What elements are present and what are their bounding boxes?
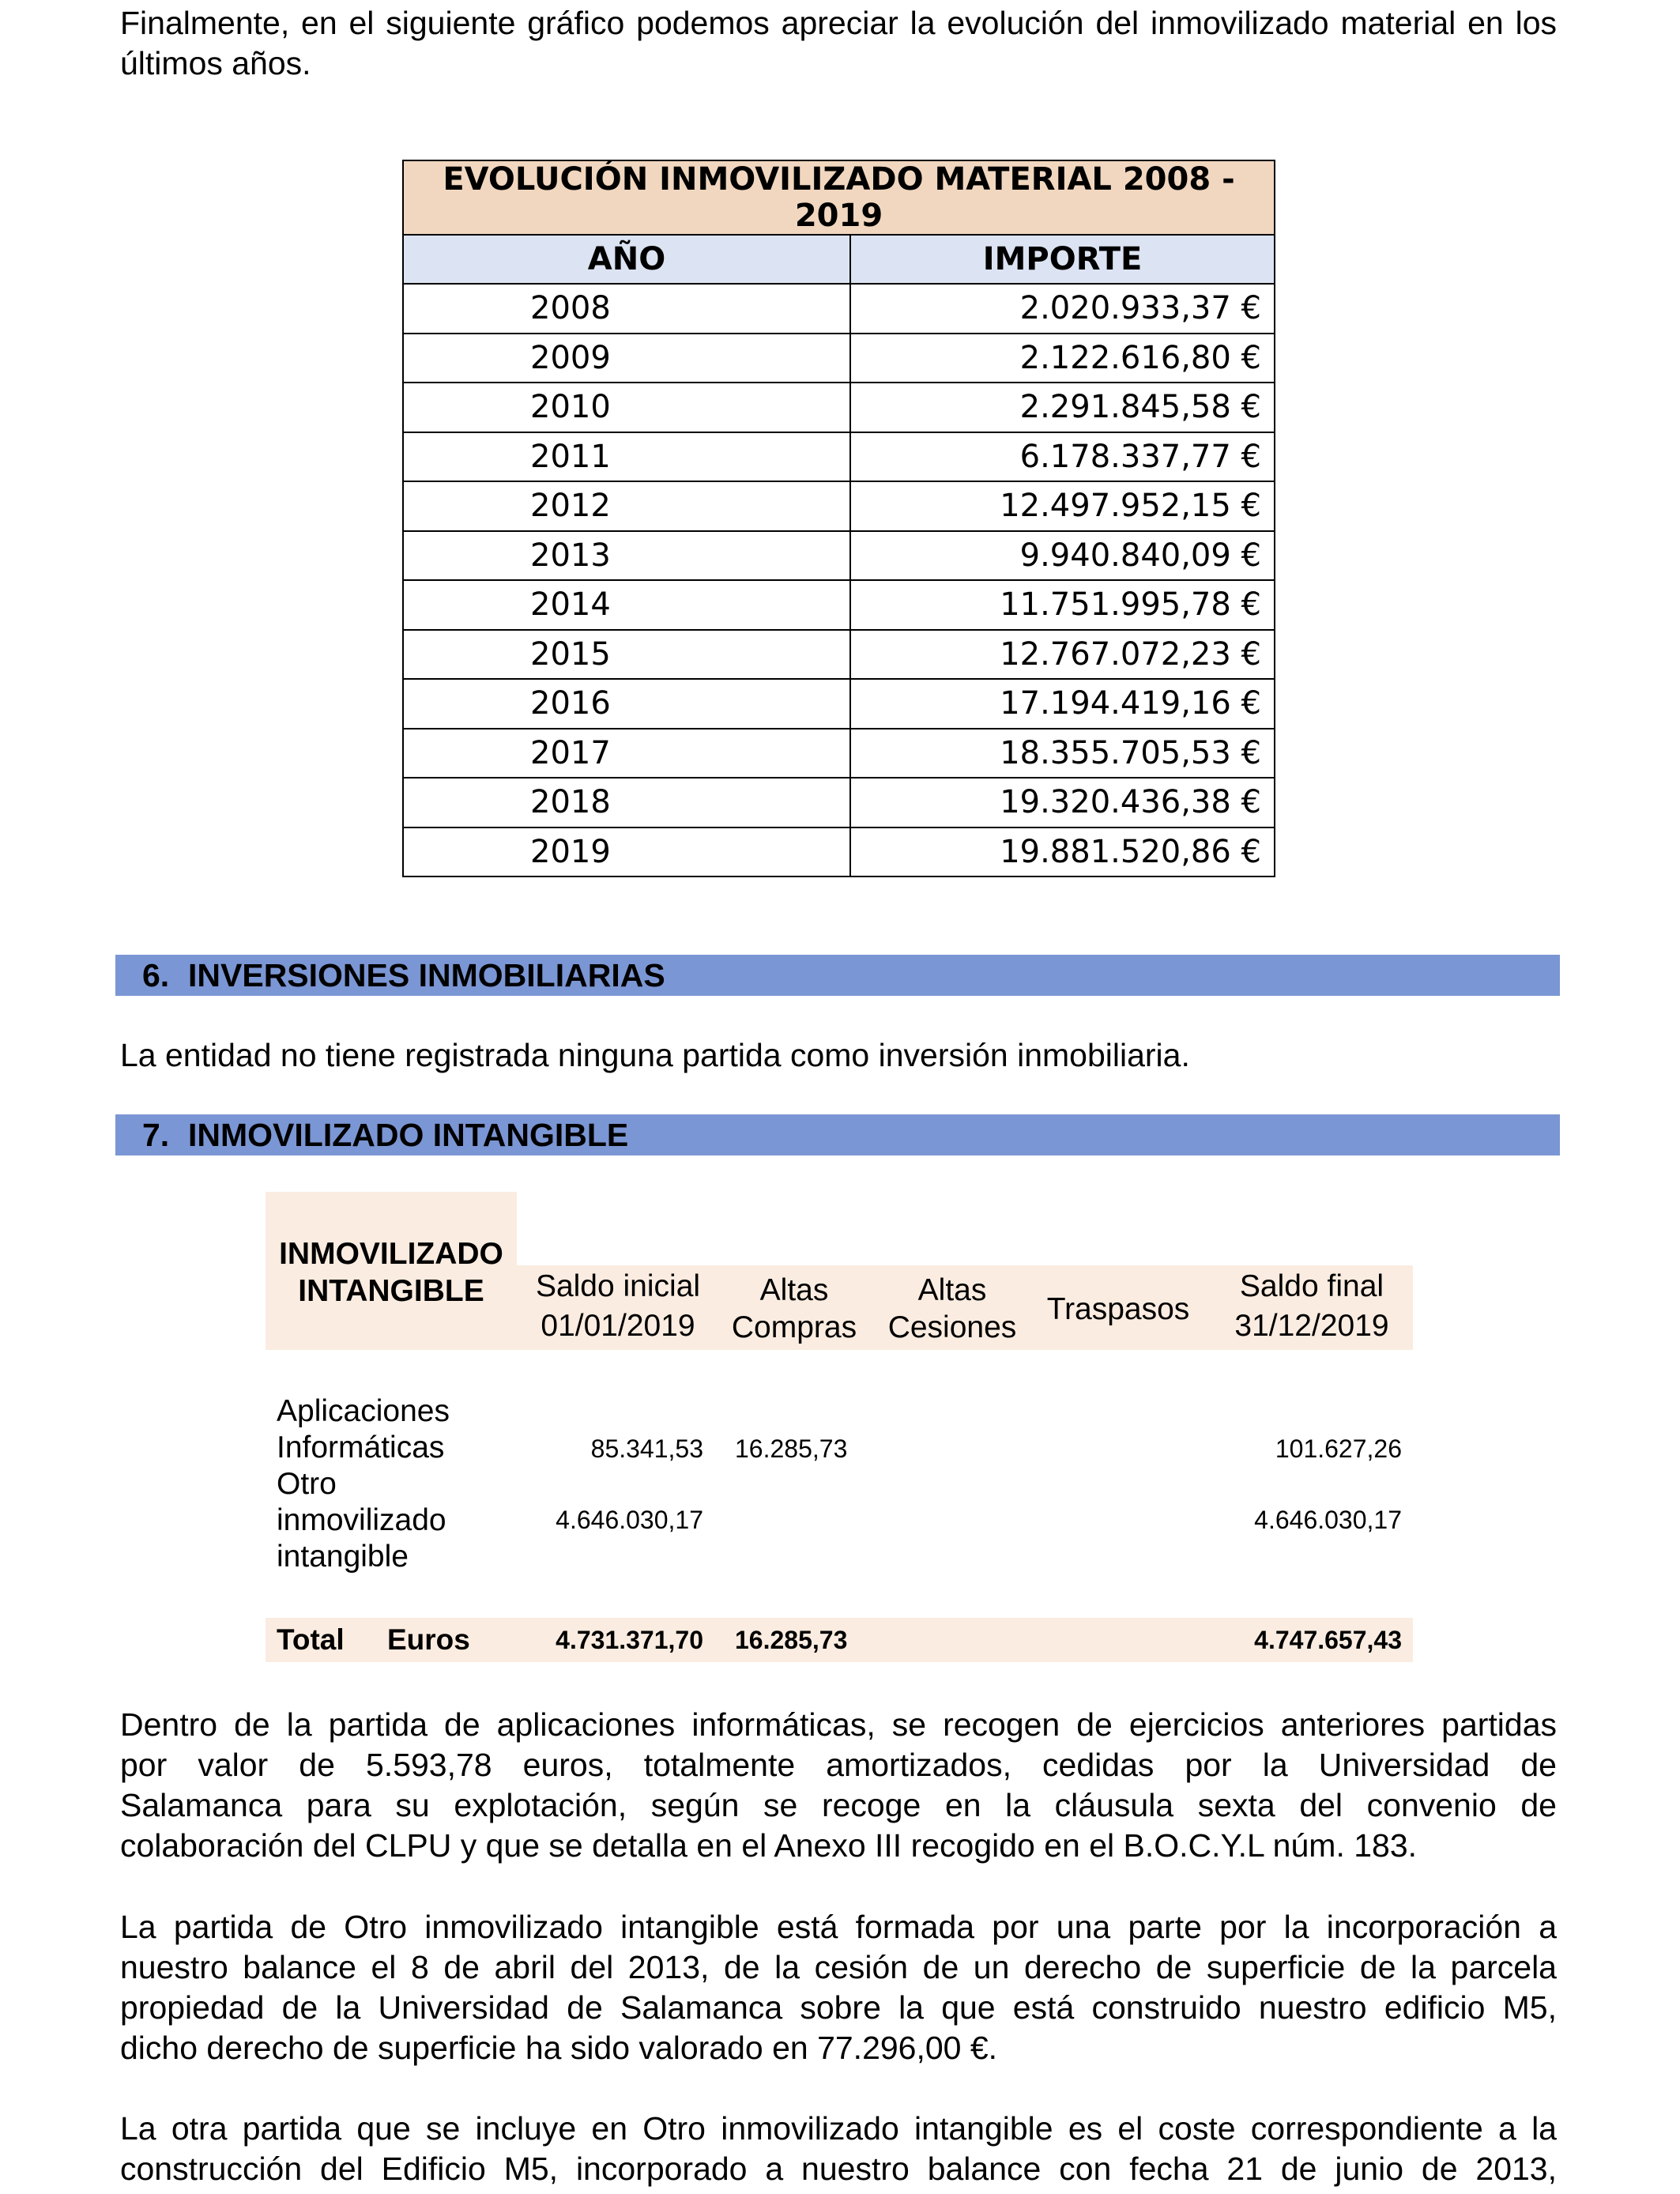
table-row [403, 778, 1275, 827]
row-aplicaciones-label-line2: Informáticas [277, 1431, 445, 1465]
section-7-number: 7. [142, 1117, 170, 1153]
amount-cell: 6.178.337,77 € [850, 432, 1275, 482]
section-6-number: 6. [142, 957, 170, 993]
section-6-header [115, 955, 1560, 996]
table-row [403, 383, 1275, 432]
header-altas-cesiones-line1: Altas [917, 1273, 987, 1307]
table-row [403, 334, 1275, 383]
amount-cell: 11.751.995,78 € [850, 580, 1275, 630]
row-aplicaciones-saldo-inicial: 85.341,53 [590, 1434, 703, 1463]
column-header-year: AÑO [403, 235, 850, 284]
year-cell: 2019 [403, 827, 850, 877]
row-aplicaciones-saldo-final: 101.627,26 [1275, 1434, 1402, 1463]
header-saldo-final-line2: 31/12/2019 [1234, 1309, 1389, 1343]
total-saldo-inicial: 4.731.371,70 [556, 1626, 703, 1654]
year-cell: 2015 [403, 630, 850, 680]
amount-cell: 19.320.436,38 € [850, 778, 1275, 827]
table-row [403, 432, 1275, 482]
amount-cell: 18.355.705,53 € [850, 729, 1275, 778]
total-euros-label: Euros [387, 1623, 470, 1656]
year-cell: 2008 [403, 284, 850, 334]
table-row [403, 481, 1275, 531]
paragraph-line: dicho derecho de superficie ha sido valorado en 77.296,00 €. [120, 2030, 998, 2066]
amount-cell: 12.767.072,23 € [850, 630, 1275, 680]
year-cell: 2016 [403, 679, 850, 729]
paragraph-aplicaciones [120, 1705, 1557, 1866]
row-aplicaciones-label-line1: Aplicaciones [277, 1394, 450, 1428]
table-row [403, 827, 1275, 877]
paragraph-line: Dentro de la partida de aplicaciones informáticas, se recogen de ejercicios anteriores partidas [120, 1706, 1557, 1743]
amount-cell: 2.122.616,80 € [850, 334, 1275, 383]
evolution-table-title: EVOLUCIÓN INMOVILIZADO MATERIAL 2008 - 2019 [403, 160, 1275, 235]
total-altas-compras: 16.285,73 [735, 1626, 848, 1654]
amount-cell: 17.194.419,16 € [850, 679, 1275, 729]
header-altas-compras-line1: Altas [759, 1273, 829, 1307]
row-otro-label-line1: Otro [277, 1467, 337, 1501]
intangible-title-line1: INMOVILIZADO [279, 1237, 503, 1271]
paragraph-line: Salamanca para su explotación, según se recoge en la cláusula sexta del convenio de [120, 1787, 1557, 1823]
section-7-title: INMOVILIZADO INTANGIBLE [188, 1117, 629, 1153]
row-otro-label-line2: inmovilizado [277, 1503, 446, 1537]
paragraph-line: propiedad de la Universidad de Salamanca sobre la que está construido nuestro edificio M5, [120, 1989, 1557, 2026]
evolution-table-body [403, 284, 1275, 876]
row-otro-label-line3: intangible [277, 1540, 409, 1574]
year-cell: 2018 [403, 778, 850, 827]
header-saldo-inicial-line2: 01/01/2019 [541, 1309, 695, 1343]
amount-cell: 2.291.845,58 € [850, 383, 1275, 432]
year-cell: 2012 [403, 481, 850, 531]
paragraph-line: construcción del Edificio M5, incorporado a nuestro balance con fecha 21 de junio de 2013, [120, 2151, 1557, 2187]
amount-cell: 9.940.840,09 € [850, 531, 1275, 581]
section-6-text: La entidad no tiene registrada ninguna partida como inversión inmobiliaria. [120, 1037, 1190, 1073]
year-cell: 2014 [403, 580, 850, 630]
table-row [403, 284, 1275, 334]
column-header-amount: IMPORTE [850, 235, 1275, 284]
year-cell: 2017 [403, 729, 850, 778]
paragraph-edificio-m5 [120, 2109, 1557, 2189]
table-row [403, 531, 1275, 581]
header-saldo-final-line1: Saldo final [1239, 1269, 1384, 1303]
total-saldo-final: 4.747.657,43 [1254, 1626, 1402, 1654]
paragraph-otro-inmovilizado [120, 1907, 1557, 2068]
paragraph-line: La partida de Otro inmovilizado intangible está formada por una parte por la incorporación a [120, 1909, 1557, 1945]
amount-cell: 2.020.933,37 € [850, 284, 1275, 334]
table-row [403, 729, 1275, 778]
intro-paragraph: Finalmente, en el siguiente gráfico podemos apreciar la evolución del inmovilizado material en los últimos años. [120, 5, 1557, 81]
table-row [403, 630, 1275, 680]
header-traspasos: Traspasos [1046, 1292, 1190, 1326]
paragraph-line: nuestro balance el 8 de abril del 2013, de la cesión de un derecho de superficie de la parcela [120, 1949, 1557, 1985]
year-cell: 2009 [403, 334, 850, 383]
header-saldo-inicial-line1: Saldo inicial [535, 1269, 701, 1303]
row-otro-saldo-inicial: 4.646.030,17 [556, 1506, 703, 1534]
amount-cell: 19.881.520,86 € [850, 827, 1275, 877]
section-6-title: INVERSIONES INMOBILIARIAS [188, 957, 665, 993]
row-aplicaciones-altas-compras: 16.285,73 [735, 1434, 848, 1463]
section-7-header [115, 1114, 1560, 1155]
header-altas-compras-line2: Compras [731, 1310, 857, 1344]
paragraph-line: La otra partida que se incluye en Otro inmovilizado intangible es el coste correspondiente a la [120, 2110, 1557, 2147]
year-cell: 2011 [403, 432, 850, 482]
intangible-title-line2: INTANGIBLE [298, 1274, 484, 1308]
table-row [403, 580, 1275, 630]
year-cell: 2010 [403, 383, 850, 432]
row-otro-saldo-final: 4.646.030,17 [1254, 1506, 1402, 1534]
header-altas-cesiones-line2: Cesiones [887, 1310, 1017, 1344]
table-row [403, 679, 1275, 729]
total-label: Total [277, 1623, 345, 1656]
evolution-table [402, 160, 1275, 877]
paragraph-line: por valor de 5.593,78 euros, totalmente amortizados, cedidas por la Universidad de [120, 1747, 1557, 1783]
amount-cell: 12.497.952,15 € [850, 481, 1275, 531]
year-cell: 2013 [403, 531, 850, 581]
paragraph-line: colaboración del CLPU y que se detalla en el Anexo III recogido en el B.O.C.Y.L núm. 183. [120, 1827, 1418, 1864]
